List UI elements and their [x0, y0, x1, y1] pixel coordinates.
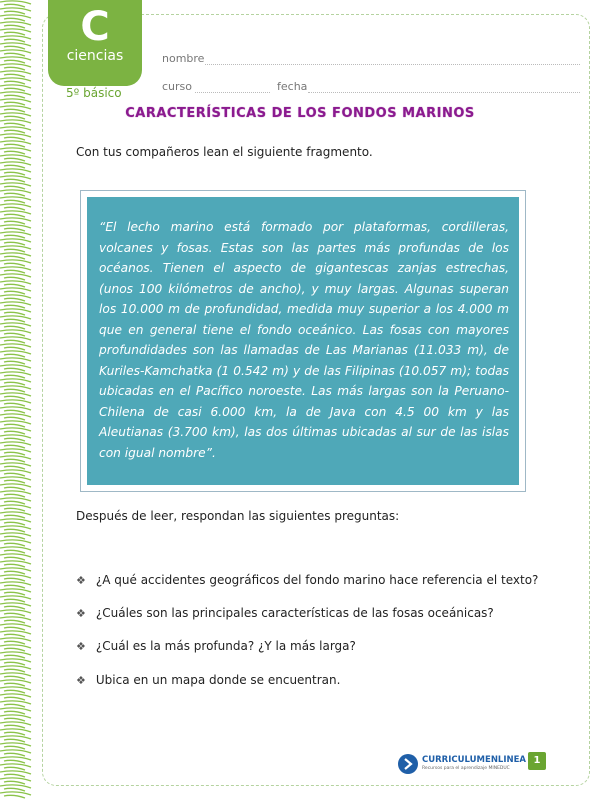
diamond-bullet-icon: ❖: [76, 674, 86, 687]
intro-text: Con tus compañeros lean el siguiente fragmento.: [76, 145, 373, 159]
quote-box: [87, 197, 519, 485]
logo-tagline: Recursos para el aprendizaje MINEDUC: [422, 766, 510, 771]
diamond-bullet-icon: ❖: [76, 640, 86, 653]
question-text: ¿A qué accidentes geográficos del fondo marino hace referencia el texto?: [95, 573, 539, 587]
date-label: fecha: [277, 80, 308, 93]
badge-subject: ciencias: [66, 48, 124, 64]
question-text: ¿Cuáles son las principales características de las fosas oceánicas?: [95, 606, 494, 620]
diamond-bullet-icon: ❖: [76, 574, 86, 587]
question-text: ¿Cuál es la más profunda? ¿Y la más larga?: [95, 639, 356, 653]
badge-letter: C: [80, 4, 110, 50]
name-field[interactable]: [205, 64, 580, 65]
quote-frame: [80, 190, 526, 492]
question-item: [76, 673, 340, 687]
question-text: Ubica en un mapa donde se encuentran.: [95, 673, 341, 687]
logo-name: CURRICULUMENLINEA: [422, 755, 527, 765]
date-field[interactable]: [308, 92, 580, 93]
question-item: [76, 606, 494, 620]
name-label: nombre: [162, 52, 205, 65]
quote-text: “El lecho marino está formado por plataformas, cordilleras, volcanes y fosas. Estas son las partes más profundas de los océanos. Tienen el aspecto de gigantescas zanjas estrechas, (unos 100 kilómetros de ancho), y muy largas. Algunas superan los 10.000 m de profundidad, medida muy superior a los 4.000 m que en general tiene el fondo oceánico. Las fosas con mayores profundidades son las llamadas de Las Marianas (11.033 m), de Kuriles-Kamchatka (1 0.542 m) y de las Filipinas (10.057 m); todas ubicadas en el Pacífico noroeste. Las más largas son la Peruano-Chilena de casi 6.000 km, la de Java con 4.5 00 km y las Aleutianas (3.700 km), las dos últimas ubicadas al sur de las islas con igual nombre”.: [99, 220, 509, 460]
page-number: 1: [528, 752, 546, 770]
course-field[interactable]: [195, 92, 270, 93]
question-item: [76, 573, 538, 587]
diamond-bullet-icon: ❖: [76, 607, 86, 620]
subject-badge: [48, 0, 142, 86]
grade-label: 5º básico: [66, 86, 122, 100]
page-title: CARACTERÍSTICAS DE LOS FONDOS MARINOS: [125, 106, 475, 121]
instructions-text: Después de leer, respondan las siguientes preguntas:: [76, 509, 400, 523]
logo-arrow-icon: [398, 754, 418, 774]
curriculum-logo: [398, 752, 527, 780]
question-item: [76, 639, 356, 653]
course-label: curso: [162, 80, 193, 93]
